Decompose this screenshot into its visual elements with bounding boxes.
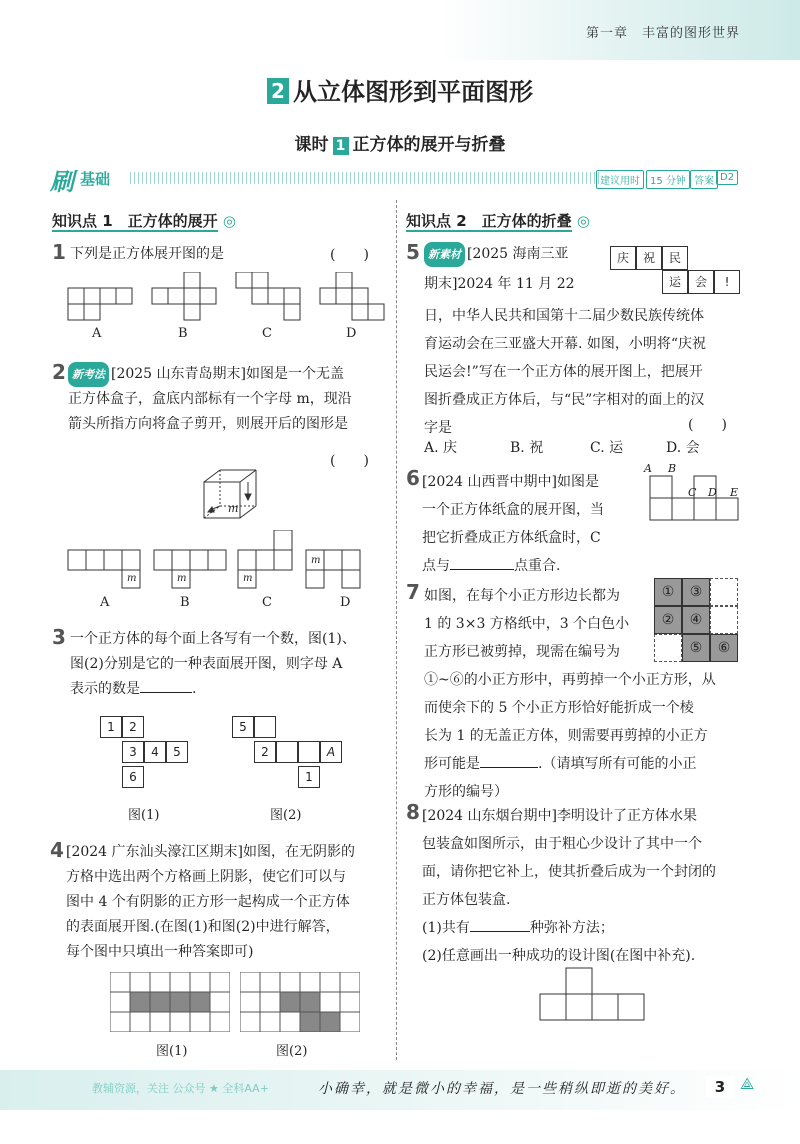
q8-line2: 包装盒如图所示，由于粗心少设计了其中一个	[422, 836, 702, 852]
q3-fig1-cell: 3	[122, 741, 144, 763]
q3-fig2-cell	[254, 716, 276, 738]
q2-box-figure	[198, 466, 268, 524]
q2-line1: [2025 山东青岛期末]如图是一个无盖	[111, 366, 345, 382]
q6-text	[422, 468, 604, 580]
q5-char-cell: 会	[688, 270, 714, 294]
q7-number: 7	[406, 580, 420, 604]
section-title-text: 从立体图形到平面图形	[293, 78, 533, 106]
q7-cell[interactable]: ⑤	[682, 634, 710, 662]
q8-blank[interactable]	[470, 917, 530, 932]
q4-grid1[interactable]	[110, 972, 230, 1032]
q7-cut-cell	[710, 578, 738, 606]
q8-line3: 面，请你把它补上，使其折叠后成为一个封闭的	[422, 864, 716, 880]
q3-line3a: 表示的数是	[70, 681, 140, 697]
chapter-title: 第一章 丰富的图形世界	[585, 26, 740, 41]
q3-line1: 一个正方体的每个面上各写有一个数，图(1)、	[70, 631, 356, 647]
q3-fig1-cell: 4	[144, 741, 166, 763]
jichu-label: 基础	[80, 170, 111, 188]
q3-text	[70, 627, 390, 702]
q3-fig1-cell: 2	[122, 716, 144, 738]
q3-fig2-cell	[298, 741, 320, 763]
q6-line4a: 点与	[422, 558, 450, 574]
q5-line7: 字是	[424, 420, 452, 436]
q2-figures	[60, 530, 390, 594]
q6-blank[interactable]	[450, 555, 514, 570]
q6-point-a: A	[644, 462, 652, 475]
q6-point-d: D	[708, 486, 717, 499]
q2-line2: 正方体盒子，盒底内部标有一个字母 m，现沿	[68, 391, 352, 407]
q5-line1-text: [2025 海南三亚	[467, 246, 569, 262]
q5-paren: ( )	[688, 417, 727, 433]
q2-b-m: m	[177, 573, 187, 584]
q7-cut-cell	[710, 606, 738, 634]
q4-grid2[interactable]	[240, 972, 360, 1032]
knowledge-point-1	[52, 210, 236, 231]
q7-line8: 方形的编号）	[424, 784, 508, 800]
q6-point-b: B	[668, 462, 677, 475]
q5-line3: 日，中华人民共和国第十二届少数民族传统体	[424, 308, 704, 324]
q3-fig2-cell	[276, 741, 298, 763]
q7-line4: ①~⑥的小正方形中，再剪掉一个小正方形，从	[424, 672, 716, 688]
q6-point-c: C	[688, 486, 697, 499]
q3-fig1-cell: 5	[166, 741, 188, 763]
q2-label-b: B	[180, 595, 190, 610]
q4-caption2: 图(2)	[276, 1044, 308, 1059]
q1-paren: ( )	[330, 247, 369, 263]
kp1-text: 知识点 1 正方体的展开	[52, 212, 218, 230]
q5-char-cell: 运	[662, 270, 688, 294]
time-value: 15 分钟	[646, 170, 690, 189]
q2-text	[68, 362, 388, 437]
q3-line2: 图(2)分别是它的一种表面展开图，则字母 A	[70, 656, 343, 672]
q8-line6: (2)任意画出一种成功的设计图(在图中补充).	[422, 948, 696, 964]
q2-paren: ( )	[330, 453, 369, 469]
q7-cell[interactable]: ④	[682, 606, 710, 634]
q8-number: 8	[406, 800, 420, 824]
q2-label-a: A	[100, 595, 110, 610]
q1-text: 下列是正方体展开图的是	[70, 246, 224, 262]
q4-line2: 方格中选出两个方格画上阴影，使它们可以与	[66, 869, 346, 885]
q8-net-figure[interactable]	[538, 964, 648, 1048]
q5-opt-d[interactable]: D. 会	[666, 440, 700, 456]
q5-number: 5	[406, 240, 420, 264]
q3-caption2: 图(2)	[270, 808, 302, 823]
q2-d-m: m	[311, 555, 321, 566]
q7-grid	[654, 578, 738, 662]
q4-caption1: 图(1)	[156, 1044, 188, 1059]
q7-cut-cell	[654, 634, 682, 662]
q5-line2: 期末]2024 年 11 月 22	[424, 276, 575, 292]
q3-fig2-cell: A	[320, 741, 342, 763]
q5-char-cell: 祝	[636, 246, 662, 270]
q3-fig2-cell: 2	[254, 741, 276, 763]
q7-cell[interactable]: ①	[654, 578, 682, 606]
q8-line5a: (1)共有	[422, 920, 470, 936]
q4-text	[66, 840, 392, 965]
q7-line7a: 形可能是	[424, 756, 480, 772]
q3-fig2-empty	[232, 741, 254, 763]
q7-line3: 正方形已被剪掉，现需在编号为	[424, 644, 620, 660]
q5-opt-b[interactable]: B. 祝	[510, 440, 544, 456]
q4-line4: 的表面展开图.(在图(1)和图(2)中进行解答，	[66, 919, 340, 935]
q7-line1: 如图，在每个小正方形边长都为	[424, 588, 620, 604]
q6-line2: 一个正方体纸盒的展开图，当	[422, 502, 604, 518]
q6-line4b: 点重合.	[514, 558, 561, 574]
q1-label-b: B	[178, 326, 188, 341]
q8-line5b: 种弥补方法；	[529, 920, 614, 936]
q7-blank[interactable]	[480, 753, 538, 768]
q4-number: 4	[50, 838, 64, 862]
q1-number: 1	[52, 240, 66, 264]
time-label: 建议用时	[596, 170, 644, 189]
footer-left-text: 教辅资源，关注 公众号 ★ 全科AA+	[92, 1082, 269, 1095]
q3-fig2-cell	[232, 716, 254, 738]
shua-label: 刷	[50, 168, 74, 196]
compass-icon: ⟁	[740, 1074, 755, 1093]
q6-number: 6	[406, 466, 420, 490]
q5-opt-a[interactable]: A. 庆	[424, 440, 458, 456]
q2-badge: 新考法	[68, 362, 109, 387]
q8-text	[422, 802, 762, 970]
q3-line3b: .	[192, 681, 197, 697]
q5-line1	[424, 242, 569, 267]
q6-line1: [2024 山西晋中期中]如图是	[422, 474, 600, 490]
q5-char-cell: 民	[662, 246, 688, 270]
q4-grid1-svg	[110, 972, 230, 1032]
footer-quote: 小确幸，就是微小的幸福，是一些稍纵即逝的美好。	[318, 1081, 686, 1097]
q4-line3: 图中 4 个有阴影的正方形一起构成一个正方体	[66, 894, 350, 910]
q3-fig1-cell: 6	[122, 766, 144, 788]
q7-line7b: .（请填写所有可能的小正	[538, 756, 697, 772]
q6-line3: 把它折叠成正方体纸盒时，C	[422, 530, 601, 546]
lesson-title-text: 正方体的展开与折叠	[352, 135, 506, 155]
kp2-text: 知识点 2 正方体的折叠	[406, 212, 572, 230]
q4-line1: [2024 广东汕头濠江区期末]如图，在无阴影的	[66, 844, 356, 860]
knowledge-point-2	[406, 210, 590, 231]
q2-label-d: D	[340, 595, 351, 610]
q5-char-cell: 庆	[610, 246, 636, 270]
q7-cell[interactable]: ②	[654, 606, 682, 634]
q7-cell[interactable]: ⑥	[710, 634, 738, 662]
q2-number: 2	[52, 360, 66, 384]
q1-label-c: C	[262, 326, 272, 341]
q7-line6: 长为 1 的无盖正方体，则需要再剪掉的小正方	[424, 728, 708, 744]
q7-line5: 而使余下的 5 个小正方形恰好能折成一个棱	[424, 700, 694, 716]
q5-badge: 新素材	[424, 242, 465, 267]
q2-label-c: C	[262, 595, 272, 610]
q3-caption1: 图(1)	[128, 808, 160, 823]
answer-label: 答案	[690, 170, 718, 189]
column-divider	[396, 200, 397, 1060]
q7-line2: 1 的 3×3 方格纸中，3 个白色小	[424, 616, 630, 632]
q1-label-d: D	[346, 326, 357, 341]
q4-grid2-svg	[240, 972, 360, 1032]
target-icon: ◎	[222, 212, 236, 230]
q3-number: 3	[52, 625, 66, 649]
answer-value: D2	[716, 170, 738, 185]
q5-line6: 图折叠成正方体后，与“民”字相对的面上的汉	[424, 392, 705, 408]
target-icon: ◎	[576, 212, 590, 230]
q3-fig1-cell: 1	[100, 716, 122, 738]
q4-line5: 每个图中只填出一种答案即可)	[66, 944, 254, 960]
q7-cell[interactable]: ③	[682, 578, 710, 606]
q3-fig2-cell: 1	[298, 766, 320, 788]
q3-blank[interactable]	[140, 678, 192, 693]
q5-line5: 民运会!”写在一个正方体的展开图上，把展开	[424, 364, 703, 380]
practice-bar	[50, 166, 740, 196]
q3-fig2-cell: 5	[232, 716, 254, 738]
lesson-prefix: 课时	[294, 135, 329, 155]
lesson-title	[0, 130, 800, 155]
q2-line3: 箭头所指方向将盒子剪开，则展开后的图形是	[68, 416, 348, 432]
lesson-number: 1	[333, 137, 349, 155]
q2-a-m: m	[127, 573, 137, 584]
page-number: 3	[706, 1076, 734, 1098]
q5-line4: 育运动会在三亚盛大开幕. 如图，小明将“庆祝	[424, 336, 707, 352]
q8-line1: [2024 山东烟台期中]李明设计了正方体水果	[422, 808, 698, 824]
q5-char-cell: !	[714, 270, 740, 294]
section-number: 2	[267, 78, 289, 104]
section-title	[0, 72, 800, 107]
q5-opt-c[interactable]: C. 运	[590, 440, 624, 456]
q1-figures	[60, 272, 390, 352]
q2-box-m: m	[228, 502, 239, 515]
q8-line4: 正方体包装盒.	[422, 892, 511, 908]
q6-point-e: E	[730, 486, 739, 499]
q1-label-a: A	[92, 326, 102, 341]
q2-c-m: m	[243, 573, 253, 584]
bar-stripes	[130, 172, 600, 184]
